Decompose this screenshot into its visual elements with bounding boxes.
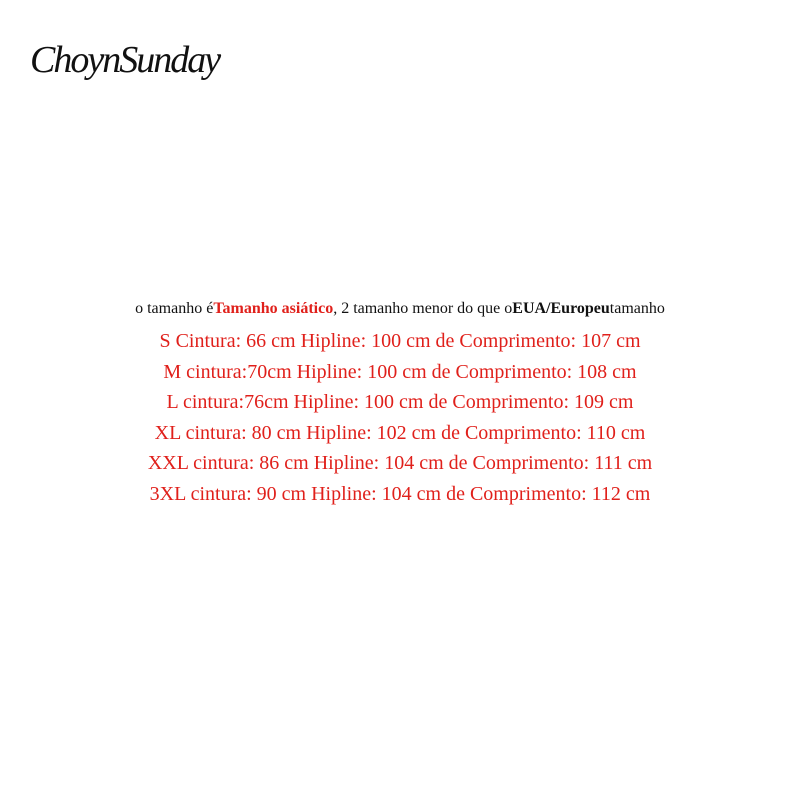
size-row-xl: XL cintura: 80 cm Hipline: 102 cm de Comprimento: 110 cm bbox=[154, 421, 646, 444]
brand-logo: ChoynSunday bbox=[30, 39, 220, 81]
notice-text-2: , 2 tamanho menor do que o bbox=[333, 300, 513, 317]
size-row-s: S Cintura: 66 cm Hipline: 100 cm de Comprimento: 107 cm bbox=[159, 330, 641, 352]
size-row-l: L cintura:76cm Hipline: 100 cm de Comprimento: 109 cm bbox=[166, 391, 634, 413]
size-row-xxl: XXL cintura: 86 cm Hipline: 104 cm de Comprimento: 111 cm bbox=[147, 452, 653, 474]
notice-text-3: tamanho bbox=[609, 300, 665, 317]
size-notice bbox=[0, 300, 800, 318]
size-row-3xl: 3XL cintura: 90 cm Hipline: 104 cm de Comprimento: 112 cm bbox=[149, 482, 651, 505]
notice-highlight: Tamanho asiático bbox=[213, 300, 334, 317]
notice-bold: EUA/Europeu bbox=[512, 300, 610, 317]
notice-text-1: o tamanho é bbox=[135, 300, 214, 317]
size-chart bbox=[0, 326, 800, 509]
size-row-m: M cintura:70cm Hipline: 100 cm de Comprimento: 108 cm bbox=[163, 360, 637, 383]
